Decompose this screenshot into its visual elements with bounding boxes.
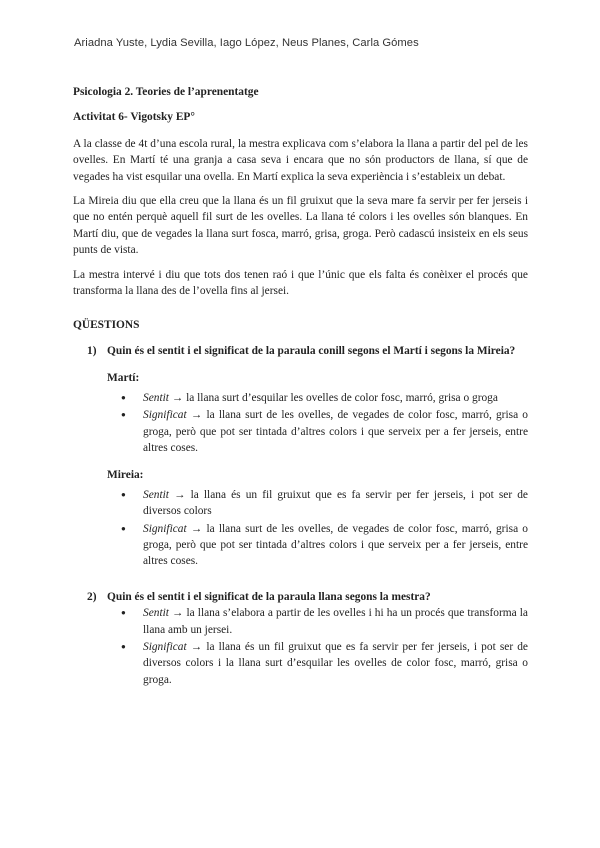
paragraph: La Mireia diu que ella creu que la llana és un fil gruixut que la seva mare fa servir per fer jerseis i que no entén perquè aquell fil surt de les ovelles. La llana té colors i les ovelles són blanques. En Martí diu, que de vegades la llana surt fosca, marró, grisa, groga. Però cadascú insisteix en els seus punts de vista. — [73, 195, 528, 257]
document-title: Psicologia 2. Teories de l’aprenentatge — [73, 86, 259, 98]
term: Sentit — [143, 488, 169, 501]
arrow: → — [171, 391, 184, 404]
arrow: → — [190, 522, 203, 535]
question-2 — [73, 589, 528, 689]
list-item — [143, 521, 528, 570]
question-number: 2) — [87, 590, 97, 603]
arrow: → — [174, 488, 186, 501]
question-1 — [73, 343, 528, 571]
term: Significat — [143, 522, 187, 535]
group-label-mireia: Mireia: — [107, 469, 144, 482]
answer-text: la llana és un fil gruixut que es fa servir per fer jerseis, i pot ser de diversos colors i la llana surt d’esquilar les ovelles de color fosc, marró, grisa o groga. — [143, 640, 528, 686]
answer-text: la llana s’elabora a partir de les ovelles i hi ha un procés que transforma la llana amb un jersei. — [143, 607, 528, 636]
authors-header: Ariadna Yuste, Lydia Sevilla, Iago López, Neus Planes, Carla Gómes — [74, 37, 419, 49]
questions-heading: QÜESTIONS — [73, 319, 140, 332]
answer-text: la llana surt de les ovelles, de vegades de color fosc, marró, grisa o groga, però que pot ser tintada d’altres colors i que serveix per a fer jerseis, entre altres coses. — [143, 409, 528, 454]
arrow: → — [190, 640, 203, 653]
list-item — [143, 487, 528, 520]
paragraph: La mestra intervé i diu que tots dos tenen raó i que l’únic que els falta és conèixer el procés que transforma la llana des de l’ovella fins al jersei. — [73, 268, 528, 298]
answer-text: la llana és un fil gruixut que es fa servir per fer jerseis, i pot ser de diversos colors — [143, 488, 528, 518]
document-body — [73, 84, 528, 689]
paragraph: A la classe de 4t d’una escola rural, la mestra explicava com s’elabora la llana a partir del pel de les ovelles. En Martí té una granja a casa seva i encara que no són productors de llana, sí que de vegades ha vist esquilar una ovella. En Martí explica la seva experiència i s’estableix un debat. — [73, 137, 528, 183]
list-item — [143, 390, 528, 406]
answer-list — [107, 605, 528, 688]
term: Significat — [143, 640, 187, 653]
term: Sentit — [143, 391, 169, 404]
list-item — [143, 639, 528, 688]
answer-list — [107, 487, 528, 570]
activity-title: Activitat 6- Vigotsky EP° — [73, 111, 195, 124]
answer-list — [107, 390, 528, 457]
arrow: → — [190, 409, 203, 422]
arrow: → — [172, 607, 184, 620]
group-label-marti: Martí: — [107, 372, 140, 385]
answer-text: la llana surt d’esquilar les ovelles de color fosc, marró, grisa o groga — [186, 391, 498, 404]
question-number: 1) — [87, 344, 97, 357]
answer-text: la llana surt de les ovelles, de vegades de color fosc, marró, grisa o groga, però que pot ser tintada d’altres colors i que serveix per a fer jerseis, entre altres coses. — [143, 522, 528, 568]
list-item — [143, 407, 528, 456]
question-title: Quin és el sentit i el significat de la paraula llana segons la mestra? — [107, 590, 431, 603]
list-item — [143, 605, 528, 638]
term: Sentit — [143, 607, 169, 620]
term: Significat — [143, 409, 187, 422]
question-title: Quin és el sentit i el significat de la paraula conill segons el Martí i segons la Mireia? — [107, 344, 516, 357]
